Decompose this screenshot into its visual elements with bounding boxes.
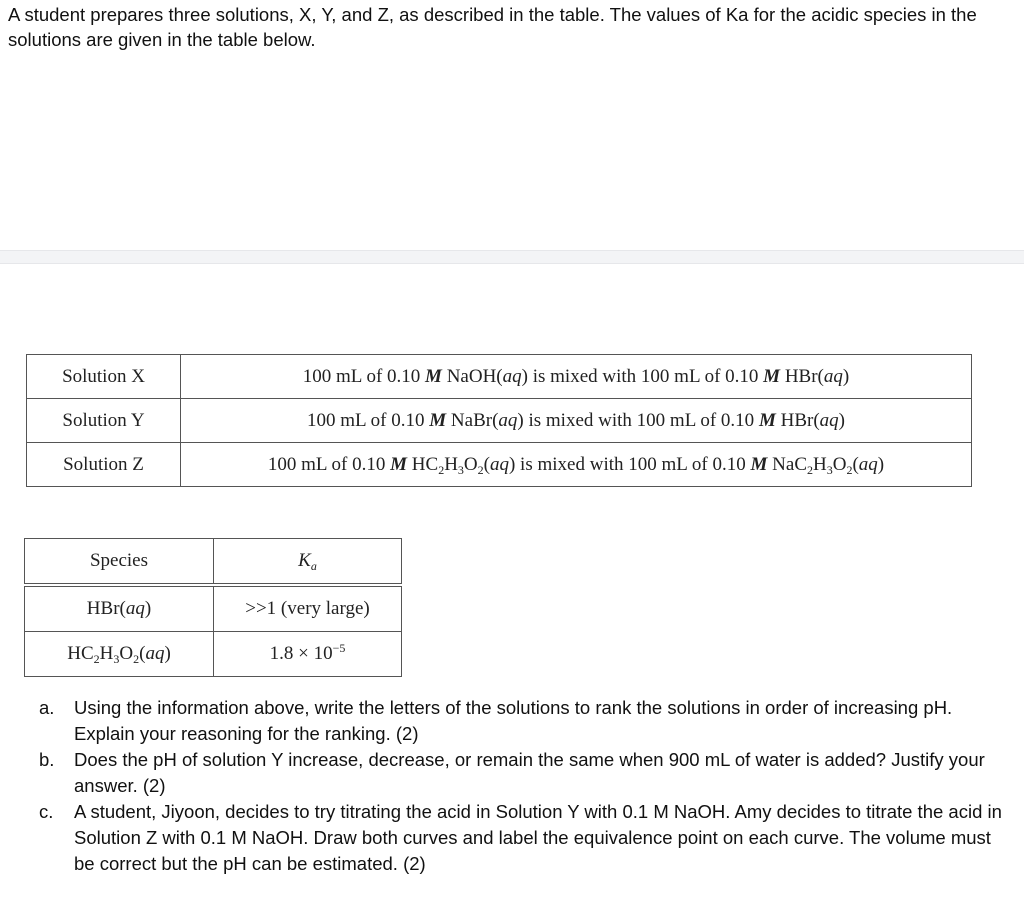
question-list [30,695,1010,877]
solution-description: 100 mL of 0.10 M $HC_2H_3O_2(aq)$ is mixed with 100 mL of 0.10 M $NaC_2H_3O_2(aq)$ [181,443,972,487]
ka-value-cell: >>1 (very large) [214,585,402,632]
table-row [25,632,402,677]
table-row [27,443,972,487]
solution-name: Solution Z [27,443,181,487]
list-item [30,747,1010,799]
table-header-row [25,539,402,586]
list-item [30,799,1010,877]
solution-name: Solution X [27,355,181,399]
table-row [25,585,402,632]
ka-value-cell: $1.8 \times 10^{-5}$ [214,632,402,677]
species-cell: $HC_2H_3O_2(aq)$ [25,632,214,677]
solution-name: Solution Y [27,399,181,443]
question-letter: b. [39,749,55,770]
list-item [30,695,1010,747]
species-header: Species [25,539,214,586]
ka-header: $K_a$ [214,539,402,586]
intro-paragraph: A student prepares three solutions, X, Y, and Z, as described in the table. The values of Ka for the acidic species in the solutions are given in the table below. [8,4,977,50]
table-row [27,355,972,399]
question-text: Using the information above, write the letters of the solutions to rank the solutions in order of increasing pH. Explain your reasoning for the ranking. (2) [74,697,953,744]
question-text: A student, Jiyoon, decides to try titrating the acid in Solution Y with 0.1 M NaOH. Amy decides to titrate the acid in Solution Z with 0.1 M NaOH. Draw both curves and label the equivalence point on each curve. The volume must be correct but the pH can be estimated. (2) [74,801,1002,874]
question-text: Does the pH of solution Y increase, decrease, or remain the same when 900 mL of water is added? Justify your answer. (2) [74,749,985,796]
species-cell: HBr(aq) [25,585,214,632]
question-letter: a. [39,697,55,718]
solution-description: 100 mL of 0.10 M NaOH(aq) is mixed with 100 mL of 0.10 M HBr(aq) [181,355,972,399]
question-letter: c. [39,801,54,822]
section-divider [0,250,1024,264]
table-row [27,399,972,443]
solution-description: 100 mL of 0.10 M NaBr(aq) is mixed with 100 mL of 0.10 M HBr(aq) [181,399,972,443]
solutions-table [26,354,972,487]
ka-table [24,538,402,677]
